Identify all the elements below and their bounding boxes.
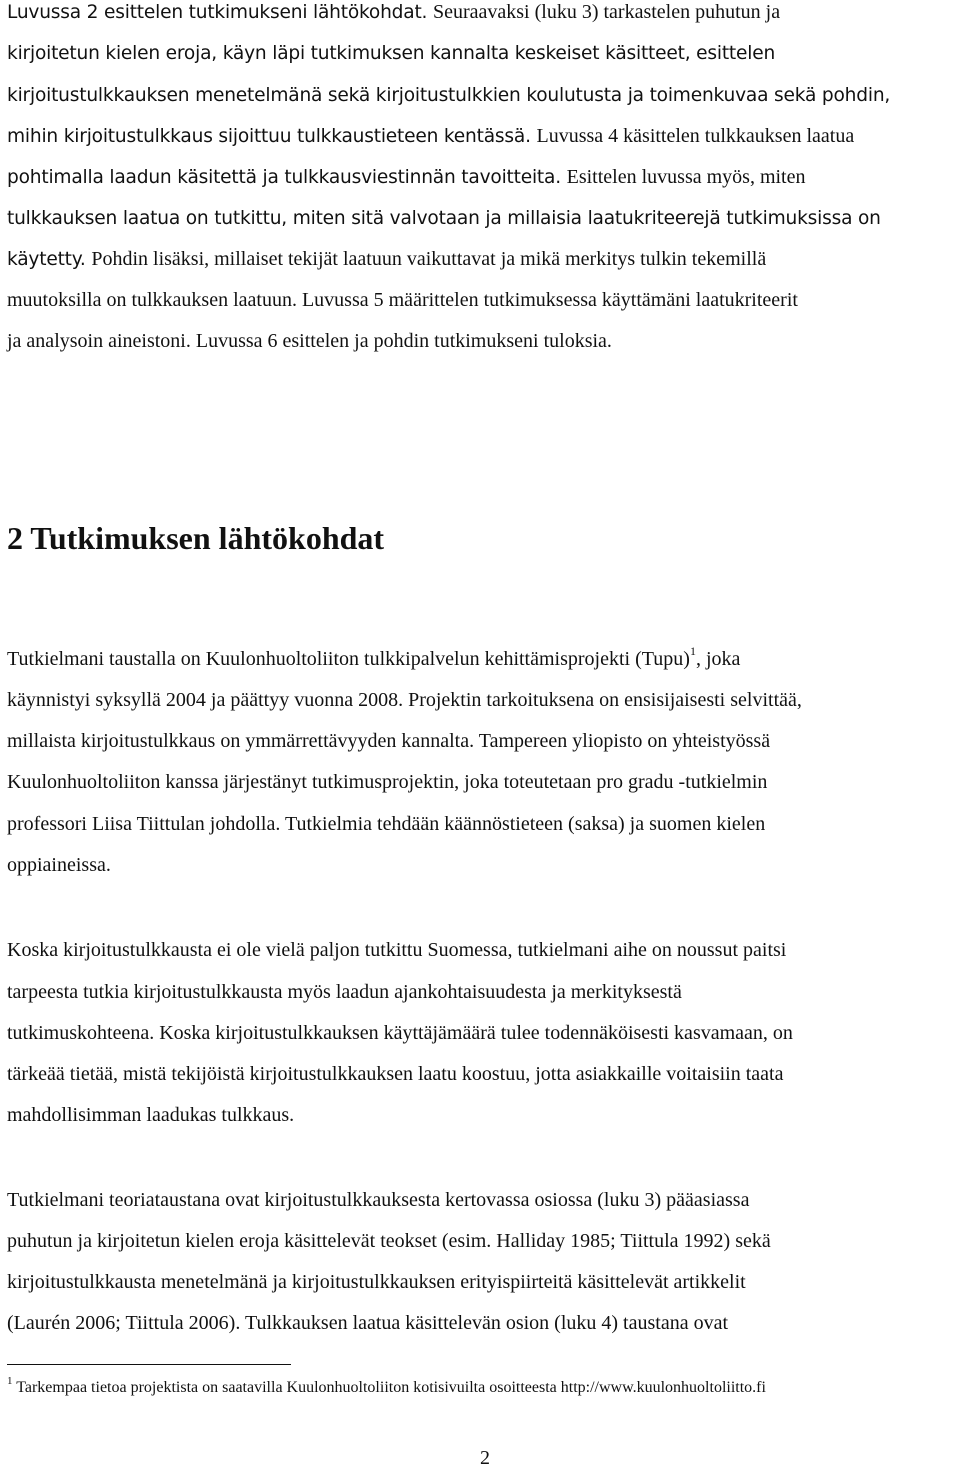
- intro-line-5: [7, 165, 806, 190]
- paragraph1-line-4: Kuulonhuoltoliiton kanssa järjestänyt tutkimusprojektin, joka toteutetaan pro gradu -tutkielmin: [7, 771, 768, 793]
- footnote-reference[interactable]: 1: [689, 644, 696, 659]
- intro-line-5-serif: Esittelen luvussa myös, miten: [566, 166, 806, 188]
- intro-line-7-sans: käytetty.: [7, 249, 92, 270]
- footnote-separator: [7, 1364, 291, 1365]
- paragraph1-line-1: [7, 644, 741, 671]
- paragraph3-line-1: Tutkielmani teoriataustana ovat kirjoitustulkkauksesta kertovassa osiossa (luku 3) pääasiassa: [7, 1189, 750, 1211]
- intro-line-3: [7, 83, 890, 108]
- intro-line-6-sans: tulkkauksen laatua on tutkittu, miten sitä valvotaan ja millaisia laatukriteerejä tutkimuksissa on: [7, 208, 881, 229]
- intro-line-1-serif: Seuraavaksi (luku 3) tarkastelen puhutun ja: [432, 1, 781, 23]
- intro-line-4-sans: mihin kirjoitustulkkaus sijoittuu tulkkaustieteen kentässä.: [7, 126, 537, 147]
- footnote-number: 1: [7, 1374, 13, 1387]
- paragraph1-line-1-text: Tutkielmani taustalla on Kuulonhuoltoliiton tulkkipalvelun kehittämisprojekti (Tupu): [7, 648, 690, 670]
- paragraph2-line-3: tutkimuskohteena. Koska kirjoitustulkkauksen käyttäjämäärä tulee todennäköisesti kasvamaan, on: [7, 1022, 793, 1044]
- paragraph2-line-4: tärkeää tietää, mistä tekijöistä kirjoitustulkkauksen laatu koostuu, jotta asiakkaille voitaisiin taata: [7, 1063, 784, 1085]
- paragraph2-line-5: mahdollisimman laadukas tulkkaus.: [7, 1104, 295, 1126]
- footnote: [7, 1374, 766, 1398]
- intro-line-4-serif: Luvussa 4 käsittelen tulkkauksen laatua: [536, 125, 855, 147]
- intro-line-2: [7, 41, 775, 66]
- chapter-heading: 2 Tutkimuksen lähtökohdat: [7, 520, 385, 556]
- intro-line-8-serif-a: muutoksilla on tulkkauksen laatuun.: [7, 289, 302, 311]
- intro-line-8-serif-b: Luvussa 5 määrittelen tutkimuksessa käyttämäni laatukriteerit: [301, 289, 798, 311]
- paragraph1-line-1-tail: , joka: [695, 648, 741, 670]
- paragraph1-line-5: professori Liisa Tiittulan johdolla. Tutkielmia tehdään käännöstieteen (saksa) ja suomen kielen: [7, 813, 766, 835]
- paragraph3-line-4: (Laurén 2006; Tiittula 2006). Tulkkauksen laatua käsittelevän osion (luku 4) taustana ovat: [7, 1312, 729, 1334]
- paragraph1-line-3: millaista kirjoitustulkkaus on ymmärrettävyyden kannalta. Tampereen yliopisto on yhteistyössä: [7, 730, 771, 752]
- paragraph3-line-2: puhutun ja kirjoitetun kielen eroja käsittelevät teokset (esim. Halliday 1985; Tiittula 1992) sekä: [7, 1230, 771, 1252]
- intro-line-3-sans: kirjoitustulkkauksen menetelmänä sekä kirjoitustulkkien koulutusta ja toimenkuvaa sekä pohdin,: [7, 85, 891, 106]
- intro-line-1-sans: Luvussa 2 esittelen tutkimukseni lähtökohdat.: [7, 2, 433, 23]
- intro-line-8: [7, 288, 798, 312]
- intro-line-2-sans: kirjoitetun kielen eroja, käyn läpi tutkimuksen kannalta keskeiset käsitteet, esittelen: [7, 43, 776, 64]
- intro-line-9: [7, 329, 612, 353]
- intro-line-4: [7, 124, 854, 149]
- intro-line-9-serif: ja analysoin aineistoni. Luvussa 6 esittelen ja pohdin tutkimukseni tuloksia.: [7, 330, 612, 352]
- paragraph1-line-6: oppiaineissa.: [7, 854, 111, 876]
- intro-line-5-sans: pohtimalla laadun käsitettä ja tulkkausviestinnän tavoitteita.: [7, 167, 567, 188]
- paragraph3-line-3: kirjoitustulkkausta menetelmänä ja kirjoitustulkkauksen erityispiirteitä käsittelevät artikkelit: [7, 1271, 746, 1293]
- footnote-text: Tarkempaa tietoa projektista on saatavilla Kuulonhuoltoliiton kotisivuilta osoitteesta http://www.kuulonhuoltoliitto.fi: [12, 1379, 766, 1396]
- intro-line-6: [7, 206, 881, 231]
- intro-line-1: [7, 0, 780, 25]
- paragraph1-line-2: käynnistyi syksyllä 2004 ja päättyy vuonna 2008. Projektin tarkoituksena on ensisijaisesti selvittää,: [7, 689, 802, 711]
- intro-line-7-serif: Pohdin lisäksi, millaiset tekijät laatuun vaikuttavat ja mikä merkitys tulkin tekemillä: [91, 248, 767, 270]
- paragraph2-line-1: Koska kirjoitustulkkausta ei ole vielä paljon tutkittu Suomessa, tutkielmani aihe on noussut paitsi: [7, 939, 787, 961]
- paragraph2-line-2: tarpeesta tutkia kirjoitustulkkausta myös laadun ajankohtaisuudesta ja merkityksestä: [7, 981, 682, 1003]
- page-number: 2: [480, 1447, 490, 1469]
- intro-line-7: [7, 247, 766, 272]
